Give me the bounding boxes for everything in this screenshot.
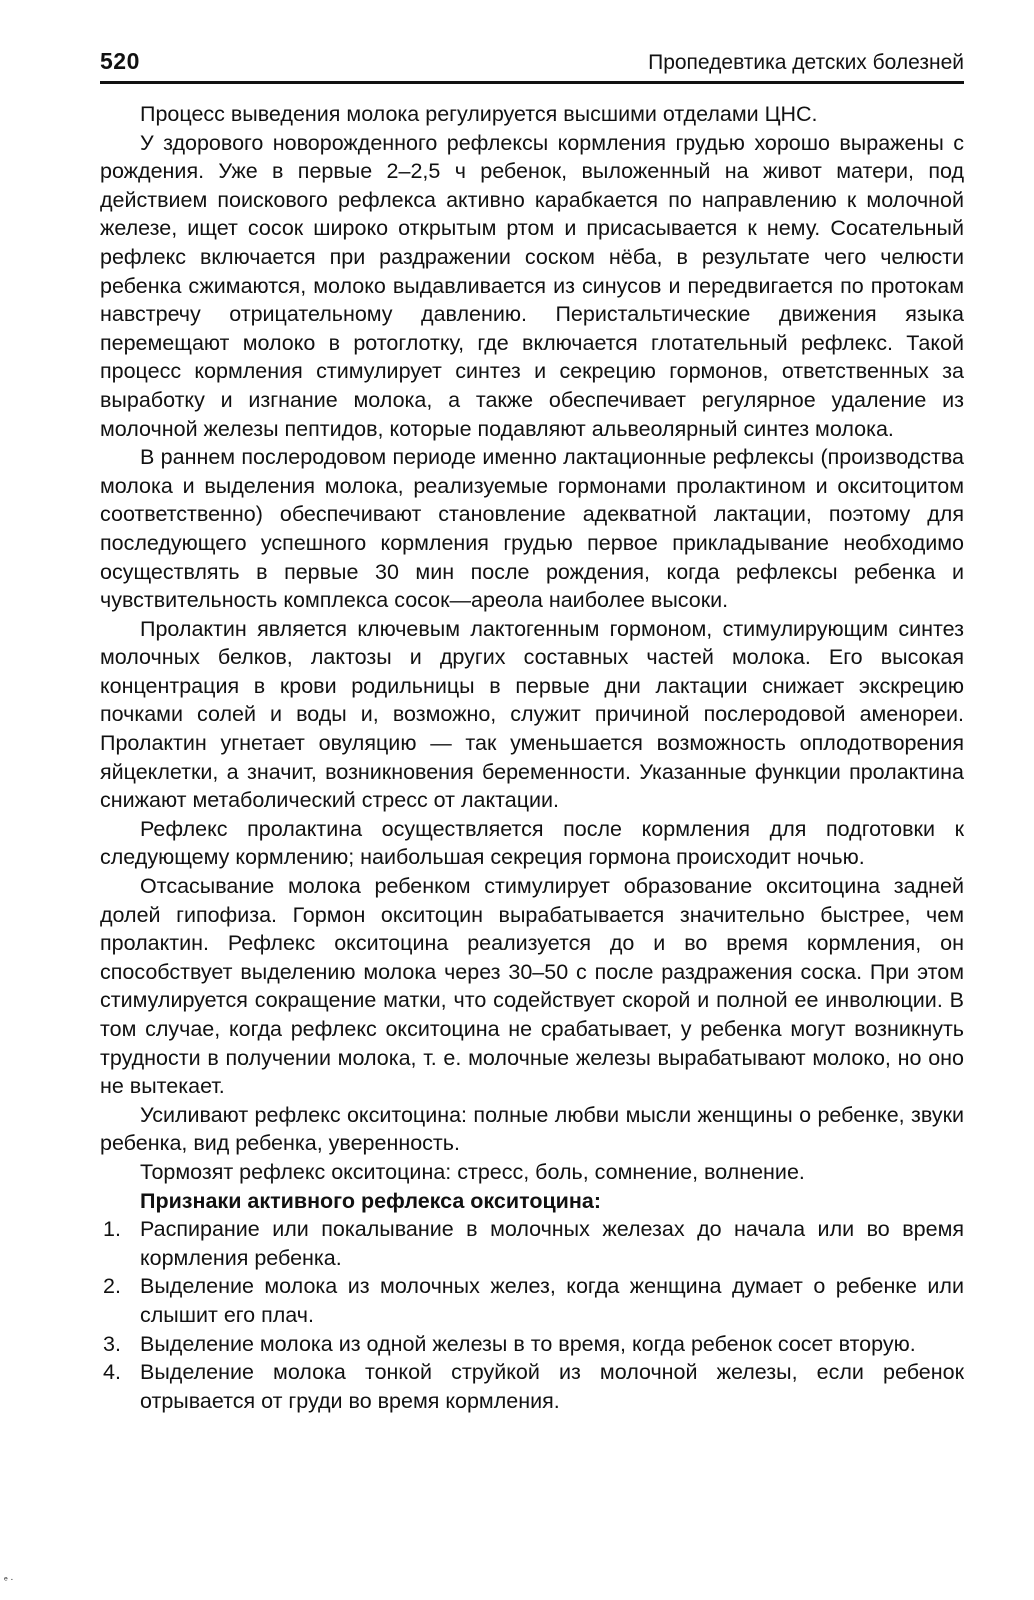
paragraph: Тормозят рефлекс окситоцина: стресс, боль, сомнение, волнение. (140, 1159, 805, 1184)
list-item-number: 4. (103, 1360, 121, 1385)
page-number: 520 (100, 48, 140, 74)
paragraph: Процесс выведения молока регулируется высшими отделами ЦНС. (140, 102, 818, 126)
list-item-number: 1. (103, 1217, 121, 1242)
paragraph: Пролактин является ключевым лактогенным гормоном, стимулирующим синтез молочных белков, лактозы и других составных частей молока. Его высокая концентрация в крови родильницы в первые дни лактации снижает экскрецию почками солей и воды и, возможно, служит причиной послеродовой аменореи. Пролактин угнетает овуляцию — так уменьшается возможность оплодотворения яйцеклетки, а значит, возникновения беременности. Указанные функции пролактина снижают метаболический стресс от лактации. (100, 616, 964, 813)
paragraph: У здорового новорожденного рефлексы кормления грудью хорошо выражены с рождения. Уже в первые 2–2,5 ч ребенок, выложенный на живот матери, под действием поискового рефлекса активно карабкается по направлению к молочной железе, ищет сосок широко открытым ртом и присасывается к нему. Сосательный рефлекс включается при раздражении соском нёба, в результате чего челюсти ребенка сжимаются, молоко выдавливается из синусов и передвигается по протокам навстречу отрицательному давлению. Перистальтические движения языка перемещают молоко в ротоглотку, где включается глотательный рефлекс. Такой процесс кормления стимулирует синтез и секрецию гормонов, ответственных за выработку и изгнание молока, а также обеспечивает регулярное удаление из молочной железы пептидов, которые подавляют альвеолярный синтез молока. (100, 130, 964, 441)
paragraph: Отсасывание молока ребенком стимулирует образование окситоцина задней долей гипофиза. Гормон окситоцин вырабатывается значительно быстрее, чем пролактин. Рефлекс окситоцина реализуется до и во время кормления, он способствует выделению молока через 30–50 с после раздражения соска. При этом стимулируется сокращение матки, что содействует скорой и полной ее инволюции. В том случае, когда рефлекс окситоцина не срабатывает, у ребенка могут возникнуть трудности в получении молока, т. е. молочные железы вырабатывают молоко, но оно не вытекает. (100, 874, 964, 1099)
list-item-text: Выделение молока из одной железы в то время, когда ребенок сосет вторую. (140, 1331, 916, 1356)
list-item-number: 3. (103, 1331, 121, 1356)
list-item-text: Выделение молока из молочных желез, когда женщина думает о ребенке или слышит его плач. (140, 1274, 964, 1327)
oxytocin-signs-list (100, 1215, 964, 1415)
book-page (100, 48, 964, 1415)
scan-corner-mark: ₑ . (4, 1572, 14, 1583)
paragraph: Рефлекс пролактина осуществляется после кормления для подготовки к следующему кормлению; наибольшая секреция гормона происходит ночью. (100, 816, 964, 870)
list-item-text: Выделение молока тонкой струйкой из молочной железы, если ребенок отрывается от груди во время кормления. (140, 1360, 964, 1413)
list-item-number: 2. (103, 1274, 121, 1299)
running-header (100, 48, 964, 84)
list-item (100, 1215, 964, 1272)
list-item (100, 1358, 964, 1415)
list-heading: Признаки активного рефлекса окситоцина: (140, 1188, 601, 1213)
list-item-text: Распирание или покалывание в молочных железах до начала или во время кормления ребенка. (140, 1217, 964, 1270)
list-item (100, 1272, 964, 1329)
list-item (100, 1330, 964, 1359)
body-text (100, 100, 964, 1415)
paragraph: Усиливают рефлекс окситоцина: полные любви мысли женщины о ребенке, звуки ребенка, вид ребенка, уверенность. (100, 1102, 964, 1156)
book-title: Пропедевтика детских болезней (648, 51, 964, 74)
paragraph: В раннем послеродовом периоде именно лактационные рефлексы (производства молока и выделения молока, реализуемые гормонами пролактином и окситоцитом соответственно) обеспечивают становление адекватной лактации, поэтому для последующего успешного кормления грудью первое прикладывание необходимо осуществлять в первые 30 мин после рождения, когда рефлексы ребенка и чувствительность комплекса сосок—ареола наиболее высоки. (100, 445, 964, 613)
